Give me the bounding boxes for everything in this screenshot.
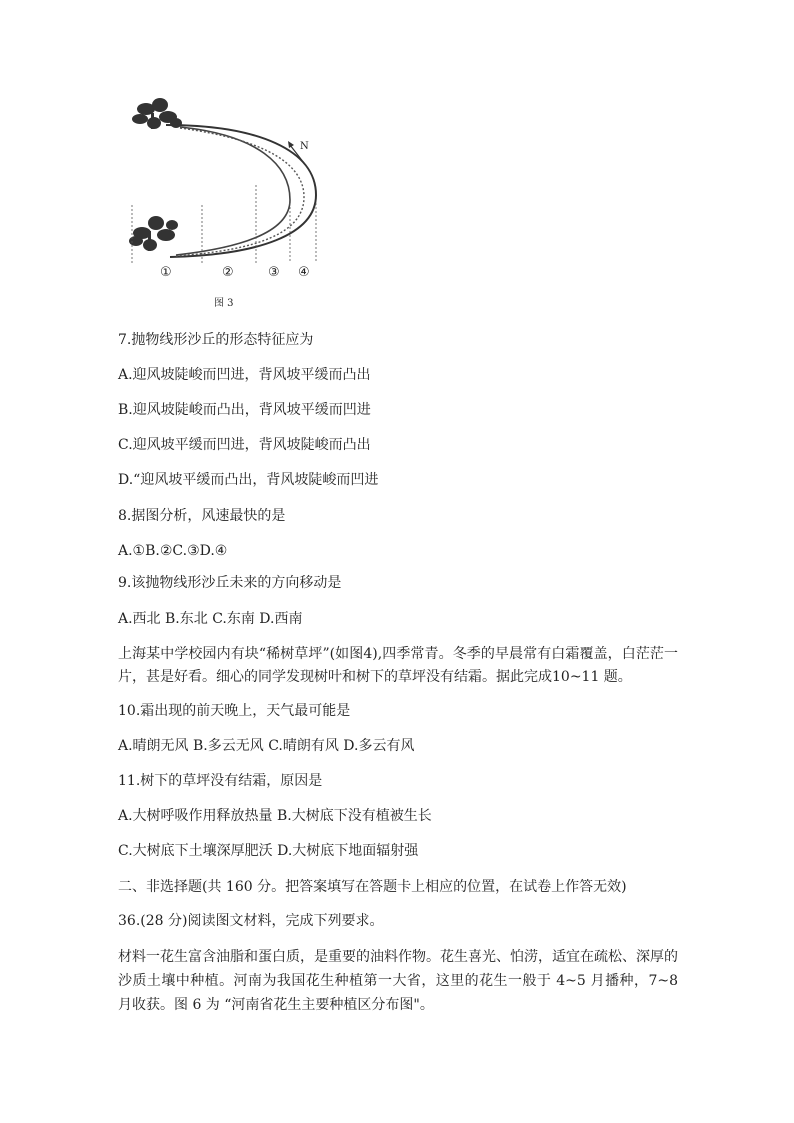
zone-label-3: ③ — [268, 265, 280, 280]
plant-icon-bottom — [129, 216, 178, 251]
q7-option-b: B.迎风坡陡峻而凸出，背风坡平缓而凹进 — [118, 402, 371, 418]
q7-option-a: A.迎风坡陡峻而凹进，背风坡平缓而凸出 — [118, 367, 371, 383]
q10-options: A.晴朗无风 B.多云无风 C.晴朗有风 D.多云有风 — [118, 738, 415, 754]
figure-caption: 图 3 — [214, 298, 234, 309]
q10-stem: 10.霜出现的前天晚上，天气最可能是 — [118, 703, 351, 719]
q9-options: A.西北 B.东北 C.东南 D.西南 — [118, 611, 303, 627]
zone-label-1: ① — [160, 265, 172, 280]
section-2-heading: 二、非选择题(共 160 分。把答案填写在答题卡上相应的位置，在试卷上作答无效) — [118, 879, 627, 895]
north-label: N — [300, 141, 309, 152]
q36-stem: 36.(28 分)阅读图文材料，完成下列要求。 — [118, 913, 384, 929]
q7-stem: 7.抛物线形沙丘的形态特征应为 — [118, 332, 314, 348]
q9-stem: 9.该抛物线形沙丘未来的方向移动是 — [118, 575, 342, 591]
q11-stem: 11.树下的草坪没有结霜，原因是 — [118, 773, 323, 789]
zone-label-4: ④ — [298, 265, 310, 280]
q8-options: A.①B.②C.③D.④ — [118, 543, 228, 559]
zone-label-2: ② — [222, 265, 234, 280]
dune-figure — [118, 95, 338, 310]
passage: 上海某中学校园内有块“稀树草坪”(如图4),四季常青。冬季的早晨常有白霜覆盖，白茫茫一片，甚是好看。细心的同学发现树叶和树下的草坪没有结霜。据此完成10~11 题。 — [118, 646, 678, 685]
q7-option-d: D.“迎风坡平缓而凸出，背风坡陡峻而凹进 — [118, 472, 379, 488]
material-one: 材料一花生富含油脂和蛋白质，是重要的油料作物。花生喜光、怕涝，适宜在疏松、深厚的沙质土壤中种植。河南为我国花生种植第一大省，这里的花生一般于 4~5 月播种，7~8 月收获。图 6 为 “河南省花生主要种植区分布图"。 — [118, 949, 678, 1013]
q8-stem: 8.据图分析，风速最快的是 — [118, 508, 286, 524]
dune-inner-crest — [176, 127, 290, 255]
q11-options-2: C.大树底下土壤深厚肥沃 D.大树底下地面辐射强 — [118, 843, 419, 859]
q7-option-c: C.迎风坡平缓而凹进，背风坡陡峻而凸出 — [118, 437, 371, 453]
q11-options-1: A.大树呼吸作用释放热量 B.大树底下没有植被生长 — [118, 808, 432, 824]
